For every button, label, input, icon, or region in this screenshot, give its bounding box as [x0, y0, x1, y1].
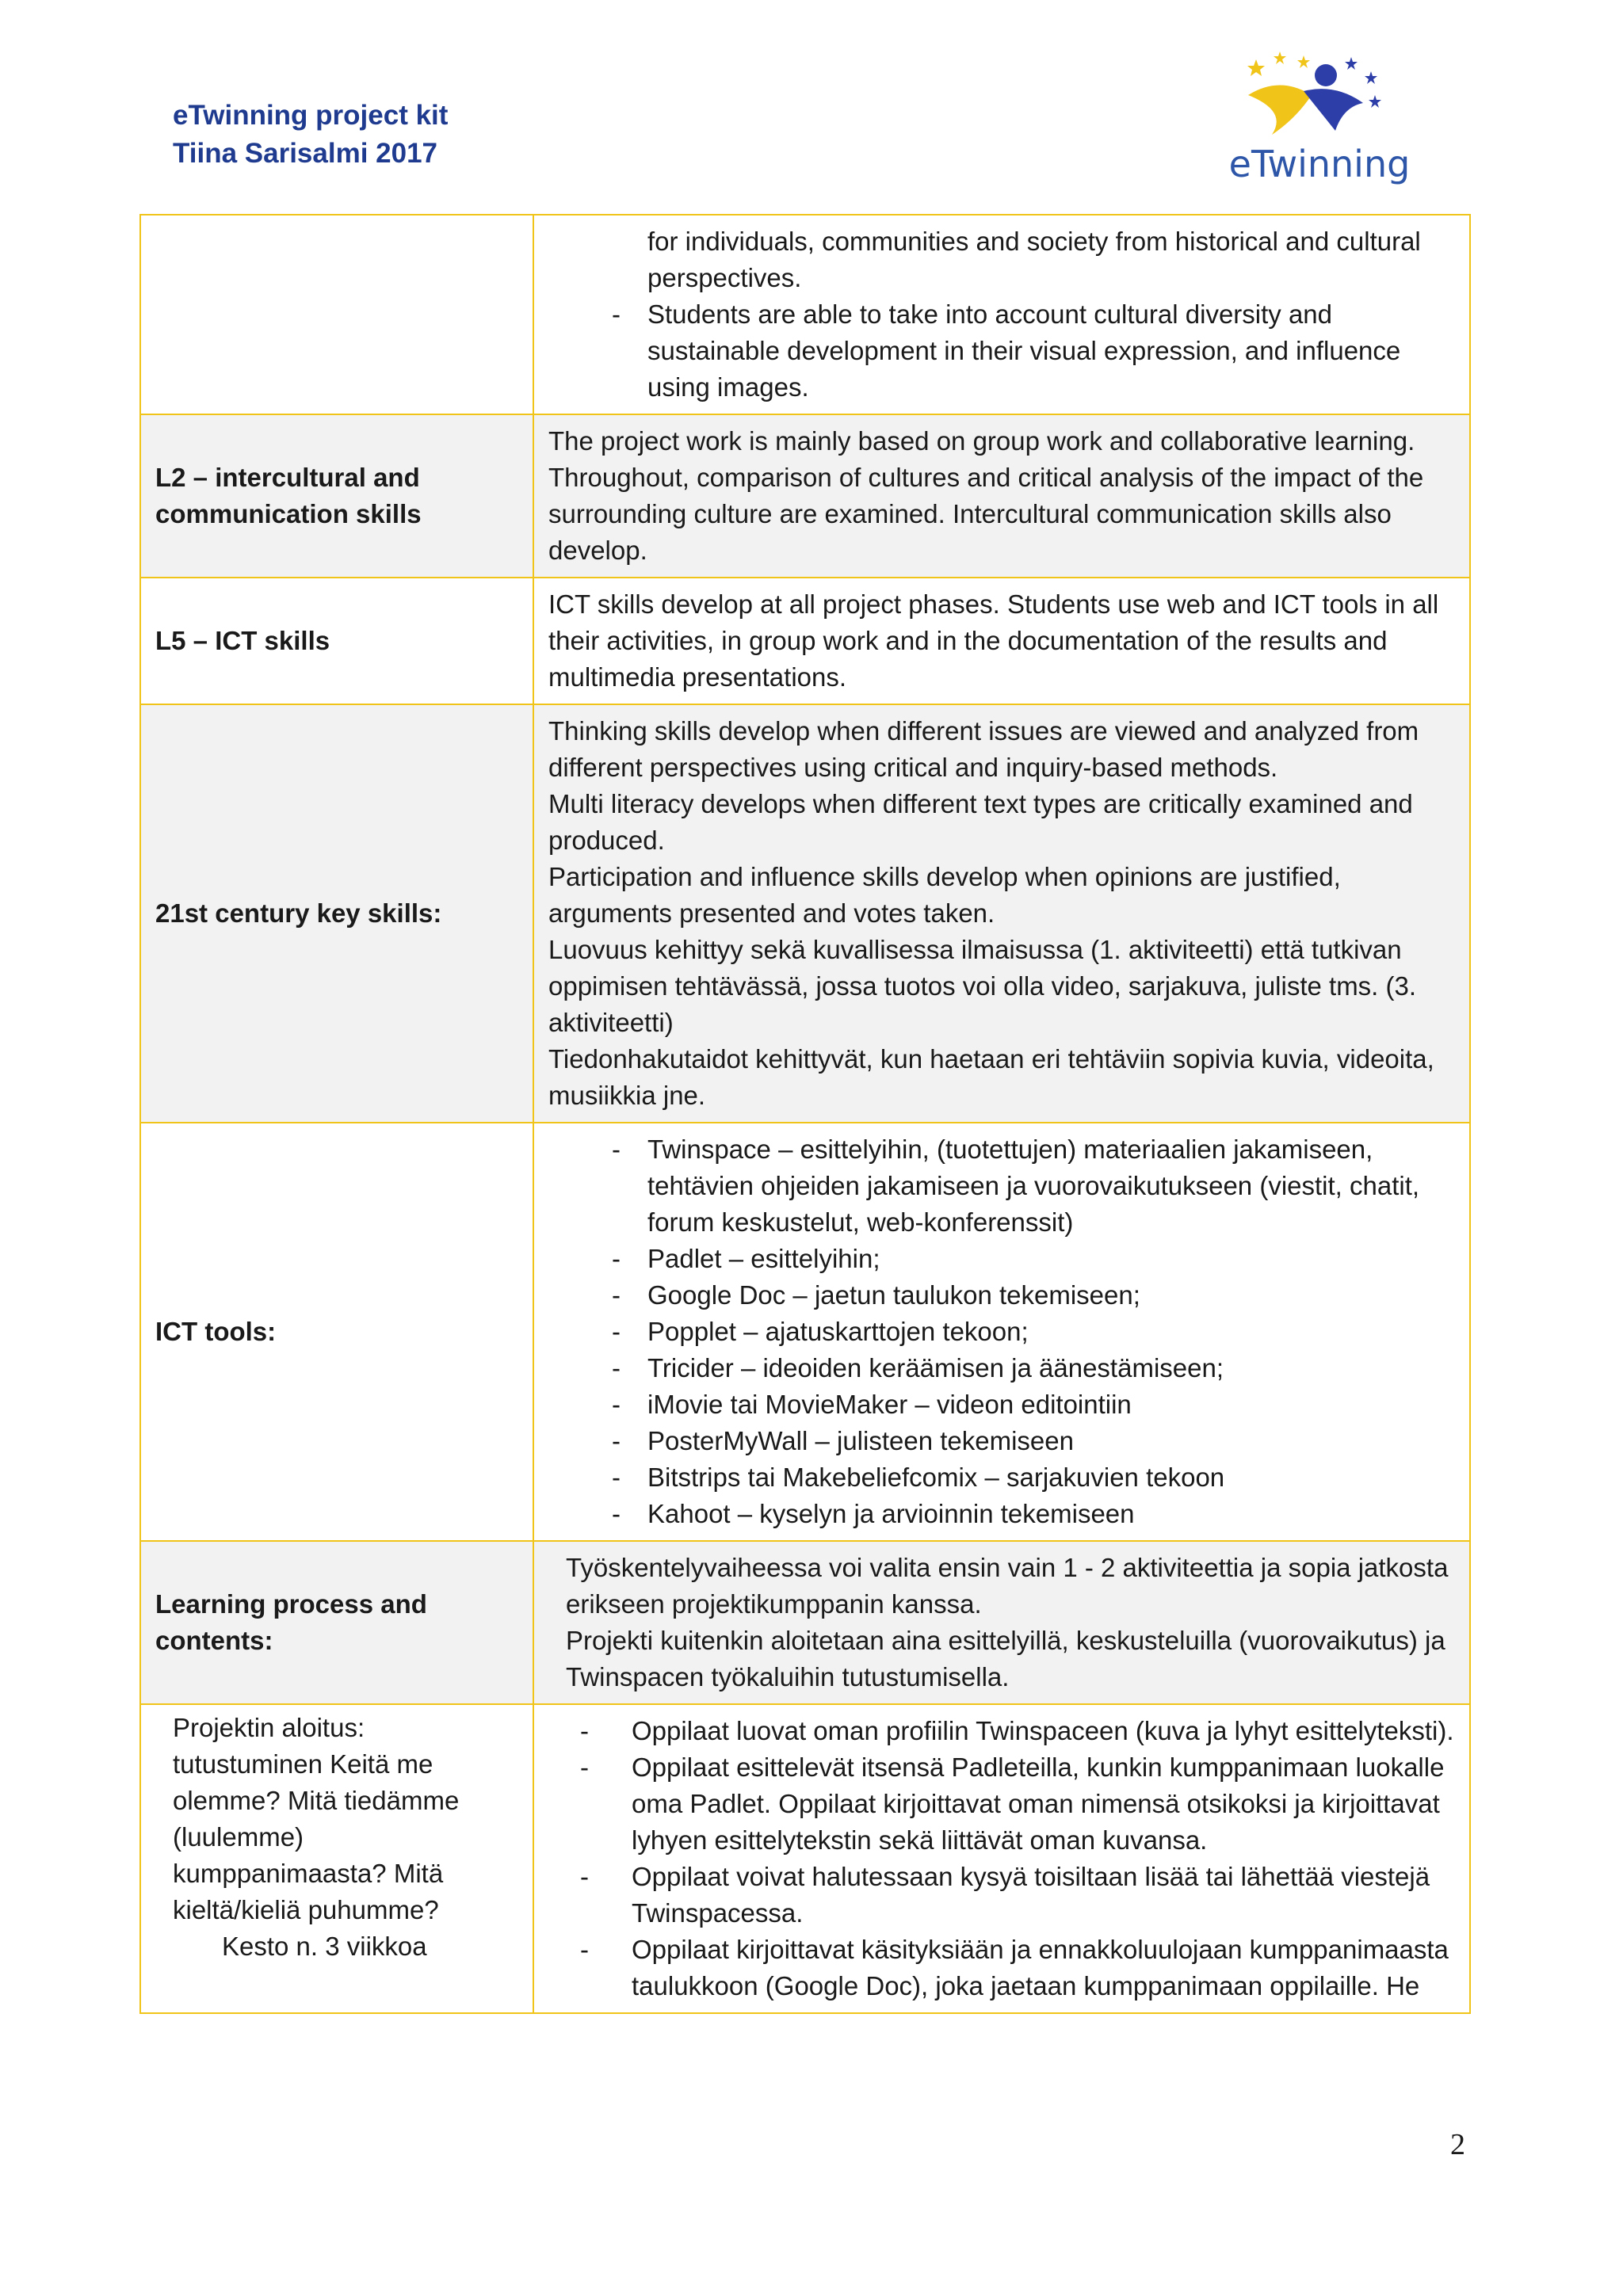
label-cell [140, 414, 533, 578]
content-cell [533, 578, 1470, 704]
empty-label-cell [140, 215, 533, 414]
list-item: - Google Doc – jaetun taulukon tekemiseen; [548, 1277, 1455, 1314]
label-cell [140, 1704, 533, 2013]
bullet-list [548, 1713, 1455, 2004]
list-item: - Oppilaat voivat halutessaan kysyä toisiltaan lisää tai lähettää viestejä Twinspacessa. [548, 1859, 1455, 1932]
label-cell [140, 1541, 533, 1704]
continued-text: for individuals, communities and society from historical and cultural perspectives. [647, 227, 1421, 292]
list-item: - Padlet – esittelyihin; [548, 1241, 1455, 1277]
start-label: Projektin aloitus: tutustuminen Keitä me olemme? Mitä tiedämme (luulemme) kumppanimaasta? Mitä kieltä/kieliä puhumme? [173, 1713, 460, 1924]
page-number: 2 [1450, 2128, 1465, 2161]
list-item: - Students are able to take into account cultural diversity and sustainable development in their visual expression, and influence using images. [548, 296, 1455, 406]
row-text: The project work is mainly based on group work and collaborative learning. Throughout, comparison of cultures and critical analysis of the impact of the surrounding culture are examined. Intercultural communication skills also develop. [548, 426, 1424, 565]
content-cell [533, 414, 1470, 578]
label-cell [140, 578, 533, 704]
list-item: - Oppilaat kirjoittavat käsityksiään ja ennakkoluulojaan kumppanimaasta taulukkoon (Google Doc), joka jaetaan kumppanimaan oppilaille. He [548, 1932, 1455, 2004]
table-row [140, 704, 1470, 1123]
etwinning-logo [1224, 48, 1415, 190]
table-row [140, 414, 1470, 578]
row-text: Multi literacy develops when different text types are critically examined and produced. [548, 789, 1413, 855]
list-item: - PosterMyWall – julisteen tekemiseen [548, 1423, 1455, 1459]
etwinning-logo-icon [1224, 48, 1415, 151]
row-text: ICT skills develop at all project phases. Students use web and ICT tools in all their activities, in group work and in the documentation of the results and multimedia presentations. [548, 589, 1439, 692]
content-cell [533, 704, 1470, 1123]
bullet-list [548, 296, 1455, 406]
row-label: ICT tools: [155, 1317, 277, 1346]
project-kit-table [139, 214, 1471, 2014]
row-text: Projekti kuitenkin aloitetaan aina esittelyillä, keskusteluilla (vuorovaikutus) ja Twinspacen työkaluihin tutustumisella. [566, 1626, 1445, 1691]
list-item: - Popplet – ajatuskarttojen tekoon; [548, 1314, 1455, 1350]
tools-list [548, 1131, 1455, 1532]
list-item: - Oppilaat esittelevät itsensä Padleteilla, kunkin kumppanimaan luokalle oma Padlet. Oppilaat kirjoittavat oman nimensä otsikoksi ja kirjoittavat lyhyen esittelytekstin sekä liittävät oman kuvansa. [548, 1749, 1455, 1859]
content-cell [533, 215, 1470, 414]
header-title: eTwinning project kit [173, 100, 449, 131]
row-label: Learning process and contents: [155, 1589, 427, 1655]
row-label: 21st century key skills: [155, 898, 442, 928]
list-item: - Tricider – ideoiden keräämisen ja äänestämiseen; [548, 1350, 1455, 1386]
table-row [140, 1123, 1470, 1541]
table-row [140, 578, 1470, 704]
row-text: Participation and influence skills develop when opinions are justified, arguments presented and votes taken. [548, 862, 1341, 928]
row-text: Työskentelyvaiheessa voi valita ensin vain 1 - 2 aktiviteettia ja sopia jatkosta erikseen projektikumppanin kanssa. [566, 1553, 1449, 1619]
content-cell [533, 1541, 1470, 1704]
list-item: - iMovie tai MovieMaker – videon editointiin [548, 1386, 1455, 1423]
table-row [140, 215, 1470, 414]
row-text: Tiedonhakutaidot kehittyvät, kun haetaan eri tehtäviin sopivia kuvia, videoita, musiikkia jne. [548, 1044, 1434, 1110]
duration-text: Kesto n. 3 viikkoa [222, 1932, 427, 1961]
table-row [140, 1704, 1470, 2013]
row-label: L5 – ICT skills [155, 626, 330, 655]
label-cell [140, 704, 533, 1123]
header-author: Tiina Sarisalmi 2017 [173, 138, 438, 169]
row-text: Thinking skills develop when different issues are viewed and analyzed from different perspectives using critical and inquiry-based methods. [548, 716, 1419, 782]
list-item: - Twinspace – esittelyihin, (tuotettujen) materiaalien jakamiseen, tehtävien ohjeiden jakamiseen ja vuorovaikutukseen (viestit, chatit, forum keskustelut, web-konferenssit) [548, 1131, 1455, 1241]
list-item: - Oppilaat luovat oman profiilin Twinspaceen (kuva ja lyhyt esittelyteksti). [548, 1713, 1455, 1749]
label-cell [140, 1123, 533, 1541]
logo-text: eTwinning [1228, 143, 1411, 185]
content-cell [533, 1123, 1470, 1541]
table-row [140, 1541, 1470, 1704]
row-text: Luovuus kehittyy sekä kuvallisessa ilmaisussa (1. aktiviteetti) että tutkivan oppimisen tehtävässä, jossa tuotos voi olla video, sarjakuva, juliste tms. (3. aktiviteetti) [548, 935, 1417, 1037]
list-item: - Kahoot – kyselyn ja arvioinnin tekemiseen [548, 1496, 1455, 1532]
row-label: L2 – intercultural and communication skills [155, 463, 422, 528]
content-cell [533, 1704, 1470, 2013]
list-item: - Bitstrips tai Makebeliefcomix – sarjakuvien tekoon [548, 1459, 1455, 1496]
document-header [173, 97, 448, 173]
